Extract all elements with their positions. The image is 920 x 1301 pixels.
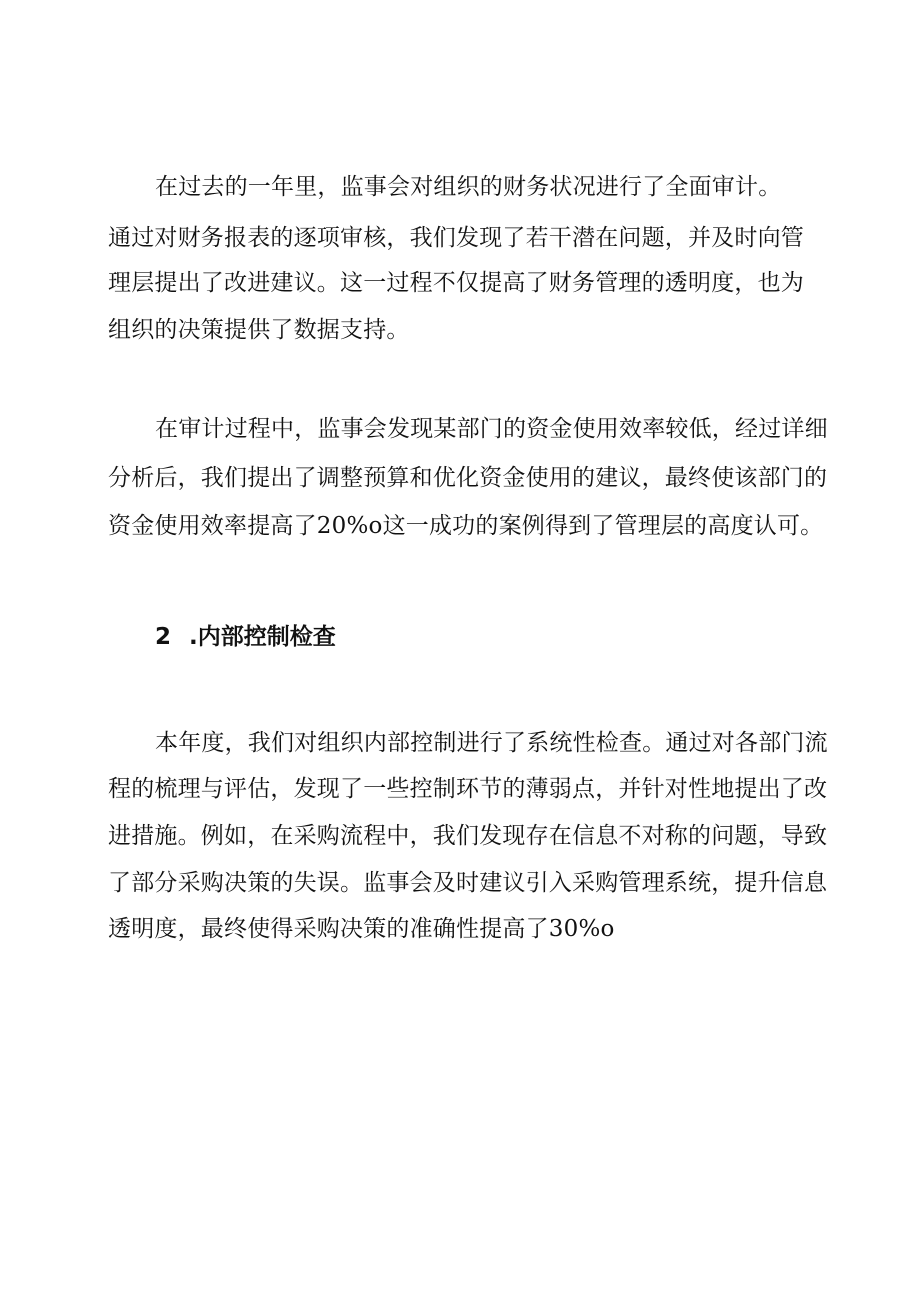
paragraph-2-line-3: 资金使用效率提高了20%o这一成功的案例得到了管理层的高度认可。 — [108, 513, 824, 539]
paragraph-3-line-1: 本年度，我们对组织内部控制进行了系统性检查。通过对各部门流 — [155, 730, 828, 756]
paragraph-3-line-4: 了部分采购决策的失误。监事会及时建议引入采购管理系统，提升信息 — [108, 870, 828, 896]
paragraph-2-line-2: 分析后，我们提出了调整预算和优化资金使用的建议，最终使该部门的 — [108, 465, 828, 491]
paragraph-1-line-2: 通过对财务报表的逐项审核，我们发现了若干潜在问题，并及时向管 — [108, 225, 804, 251]
paragraph-2-line-1: 在审计过程中，监事会发现某部门的资金使用效率较低，经过详细 — [155, 416, 828, 442]
paragraph-1-line-3: 理层提出了改进建议。这一过程不仅提高了财务管理的透明度，也为 — [108, 270, 804, 296]
section-number: 2 — [155, 624, 172, 650]
paragraph-1-line-4: 组织的决策提供了数据支持。 — [108, 317, 410, 343]
section-title: .内部控制检查 — [189, 624, 336, 650]
paragraph-1-line-1: 在过去的一年里，监事会对组织的财务状况进行了全面审计。 — [155, 174, 782, 200]
paragraph-3-line-5: 透明度，最终使得采购决策的准确性提高了30%o — [108, 916, 615, 942]
paragraph-3-line-3: 进措施。例如，在采购流程中，我们发现存在信息不对称的问题，导致 — [108, 823, 828, 849]
paragraph-3-line-2: 程的梳理与评估，发现了一些控制环节的薄弱点，并针对性地提出了改 — [108, 776, 828, 802]
section-heading — [155, 621, 336, 653]
